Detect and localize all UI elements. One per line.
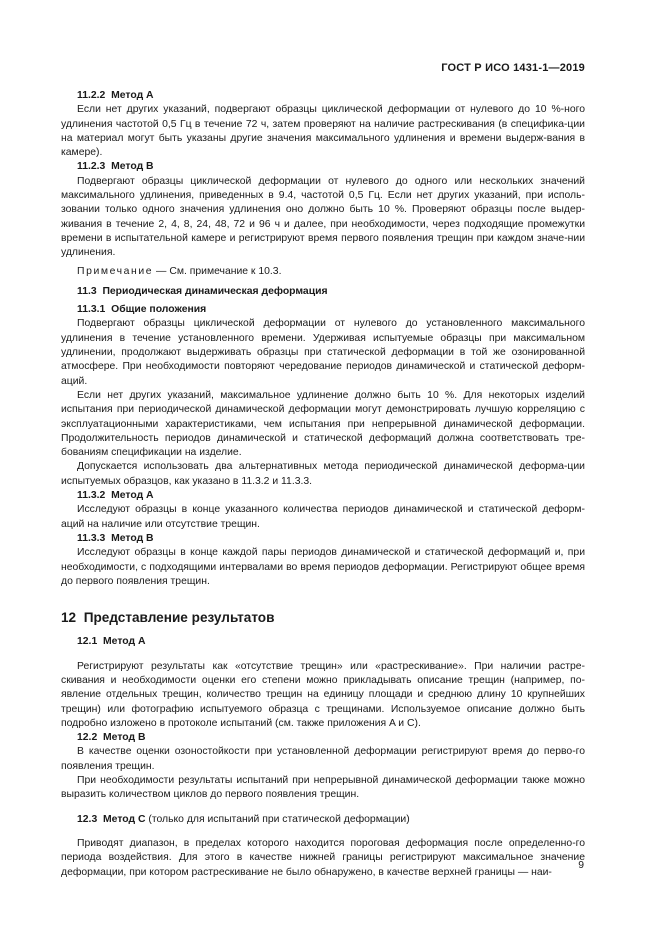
paragraph: Приводят диапазон, в пределах которого находится пороговая деформация после определенно-го периода воздействия. Для этого в качестве нижней границы регистрируют максимальное значение деформации, при котором растрескивание не было обнаружено, в качестве верхней границы — наи- bbox=[61, 837, 585, 878]
paragraph: Исследуют образцы в конце указанного количества периодов динамической и статической деформ-аций на наличие или отсутствие трещин. bbox=[61, 504, 585, 530]
paragraph: В качестве оценки озоностойкости при установленной деформации регистрируют время до перво-го появления трещин. bbox=[61, 746, 585, 772]
paragraph: При необходимости результаты испытаний при непрерывной динамической деформации также можно выразить количеством циклов до первого появления трещин. bbox=[61, 775, 585, 801]
heading-title: Метод A bbox=[111, 490, 154, 502]
heading-title: Представление результатов bbox=[83, 610, 275, 626]
heading-12-1 bbox=[77, 635, 585, 649]
heading-title: Метод B bbox=[111, 532, 154, 544]
paragraph: Допускается использовать два альтернативных метода периодической динамической деформа-ции испытуемых образцов, как указано в 11.3.2 и 11.3.3. bbox=[61, 461, 585, 487]
heading-number: 12.3 bbox=[77, 813, 98, 825]
paragraph: Подвергают образцы циклической деформации от нулевого до одного или нескольких значений максимального удлинения, приведенных в 9.4, частотой 0,5 Гц. Если нет других указаний, при исполь-зовании только одного значения удлинения оно должно быть 10 %. Проверяют образцы после выдер-живания в течение 2, 4, 8, 24, 48, 72 и 96 ч и далее, при необходимости, через подходящие промежутки времени в испытательной камере и регистрируют время первого появления трещин при каждом значе-нии удлинения. bbox=[61, 175, 585, 259]
heading-number: 11.2.2 bbox=[77, 90, 106, 101]
heading-title: Метод A bbox=[111, 90, 154, 101]
heading-number: 12 bbox=[61, 610, 77, 626]
page-content bbox=[61, 89, 585, 880]
heading-11-2-2 bbox=[61, 89, 585, 103]
note-label: Примечание bbox=[77, 265, 154, 277]
paragraph: Исследуют образцы в конце каждой пары периодов динамической и статической деформаций и, при необходимости, с подходящими интервалами во время периодов деформации. Регистрируют общее время до первого появления трещин. bbox=[61, 547, 585, 587]
heading-12-3 bbox=[77, 813, 585, 827]
section-heading-12 bbox=[61, 611, 585, 625]
heading-11-3-2 bbox=[61, 489, 585, 503]
heading-title: Метод B bbox=[103, 732, 146, 744]
heading-number: 11.3.2 bbox=[77, 490, 106, 502]
paragraph: Если нет других указаний, максимальное удлинение должно быть 10 %. Для некоторых изделий испытания при периодической динамической деформации могут демонстрировать лучшую корреляцию с эксплуатационными характеристиками, чем испытания при непрерывной динамической деформации. Продолжительность периодов динамической и статической деформаций должна соответствовать тре-бованиям спецификации на изделие. bbox=[61, 389, 585, 459]
heading-12-2 bbox=[61, 731, 585, 745]
paragraph: Регистрируют результаты как «отсутствие трещин» или «растрескивание». При наличии растре-скивания и необходимости оценки его степени можно прикладывать описание трещин (например, по-явление отдельных трещин, количество трещин на единицу площади и среднюю длину 10 крупнейших трещин) или фотографию испытуемого образца с трещинами. Используемое описание должно быть подробно изложено в протоколе испытаний (см. также приложения A и C). bbox=[61, 660, 585, 729]
heading-title: Периодическая динамическая деформация bbox=[102, 285, 328, 297]
heading-number: 11.3.1 bbox=[77, 304, 106, 316]
paragraph: Подвергают образцы циклической деформации от нулевого до установленного максимального удлинения в течение установленного времени. Удерживая испытуемые образцы при максимальном удлинении, продолжают выдерживать образцы при статической деформации в той же озонированной атмосфере. При необходимости повторяют чередование периодов динамической и статической деформ-аций. bbox=[61, 318, 585, 387]
heading-11-3-3 bbox=[61, 532, 585, 546]
heading-number: 11.3 bbox=[77, 285, 97, 297]
heading-title: Общие положения bbox=[111, 304, 207, 316]
paragraph: Если нет других указаний, подвергают образцы циклической деформации от нулевого до 10 %-ного удлинения частотой 0,5 Гц в течение 72 ч, затем проверяют на наличие растрескивания (в специфика-ции на материал могут быть указаны другие значения максимального удлинения и времени выдерж-вания в камере). bbox=[61, 104, 585, 159]
note bbox=[61, 265, 585, 279]
heading-number: 11.2.3 bbox=[77, 161, 106, 173]
heading-title: Метод B bbox=[111, 161, 154, 173]
heading-11-3 bbox=[61, 285, 585, 299]
heading-title: Метод C bbox=[103, 813, 146, 825]
heading-suffix: (только для испытаний при статической деформации) bbox=[145, 813, 410, 825]
note-text: — См. примечание к 10.3. bbox=[153, 265, 282, 277]
heading-title: Метод A bbox=[103, 636, 146, 648]
page-number: 9 bbox=[578, 860, 584, 871]
heading-11-3-1 bbox=[61, 303, 585, 317]
heading-number: 12.1 bbox=[77, 636, 98, 648]
heading-11-2-3 bbox=[61, 160, 585, 174]
document-header: ГОСТ Р ИСО 1431-1—2019 bbox=[441, 62, 585, 74]
heading-number: 12.2 bbox=[77, 732, 98, 744]
heading-number: 11.3.3 bbox=[77, 532, 106, 544]
